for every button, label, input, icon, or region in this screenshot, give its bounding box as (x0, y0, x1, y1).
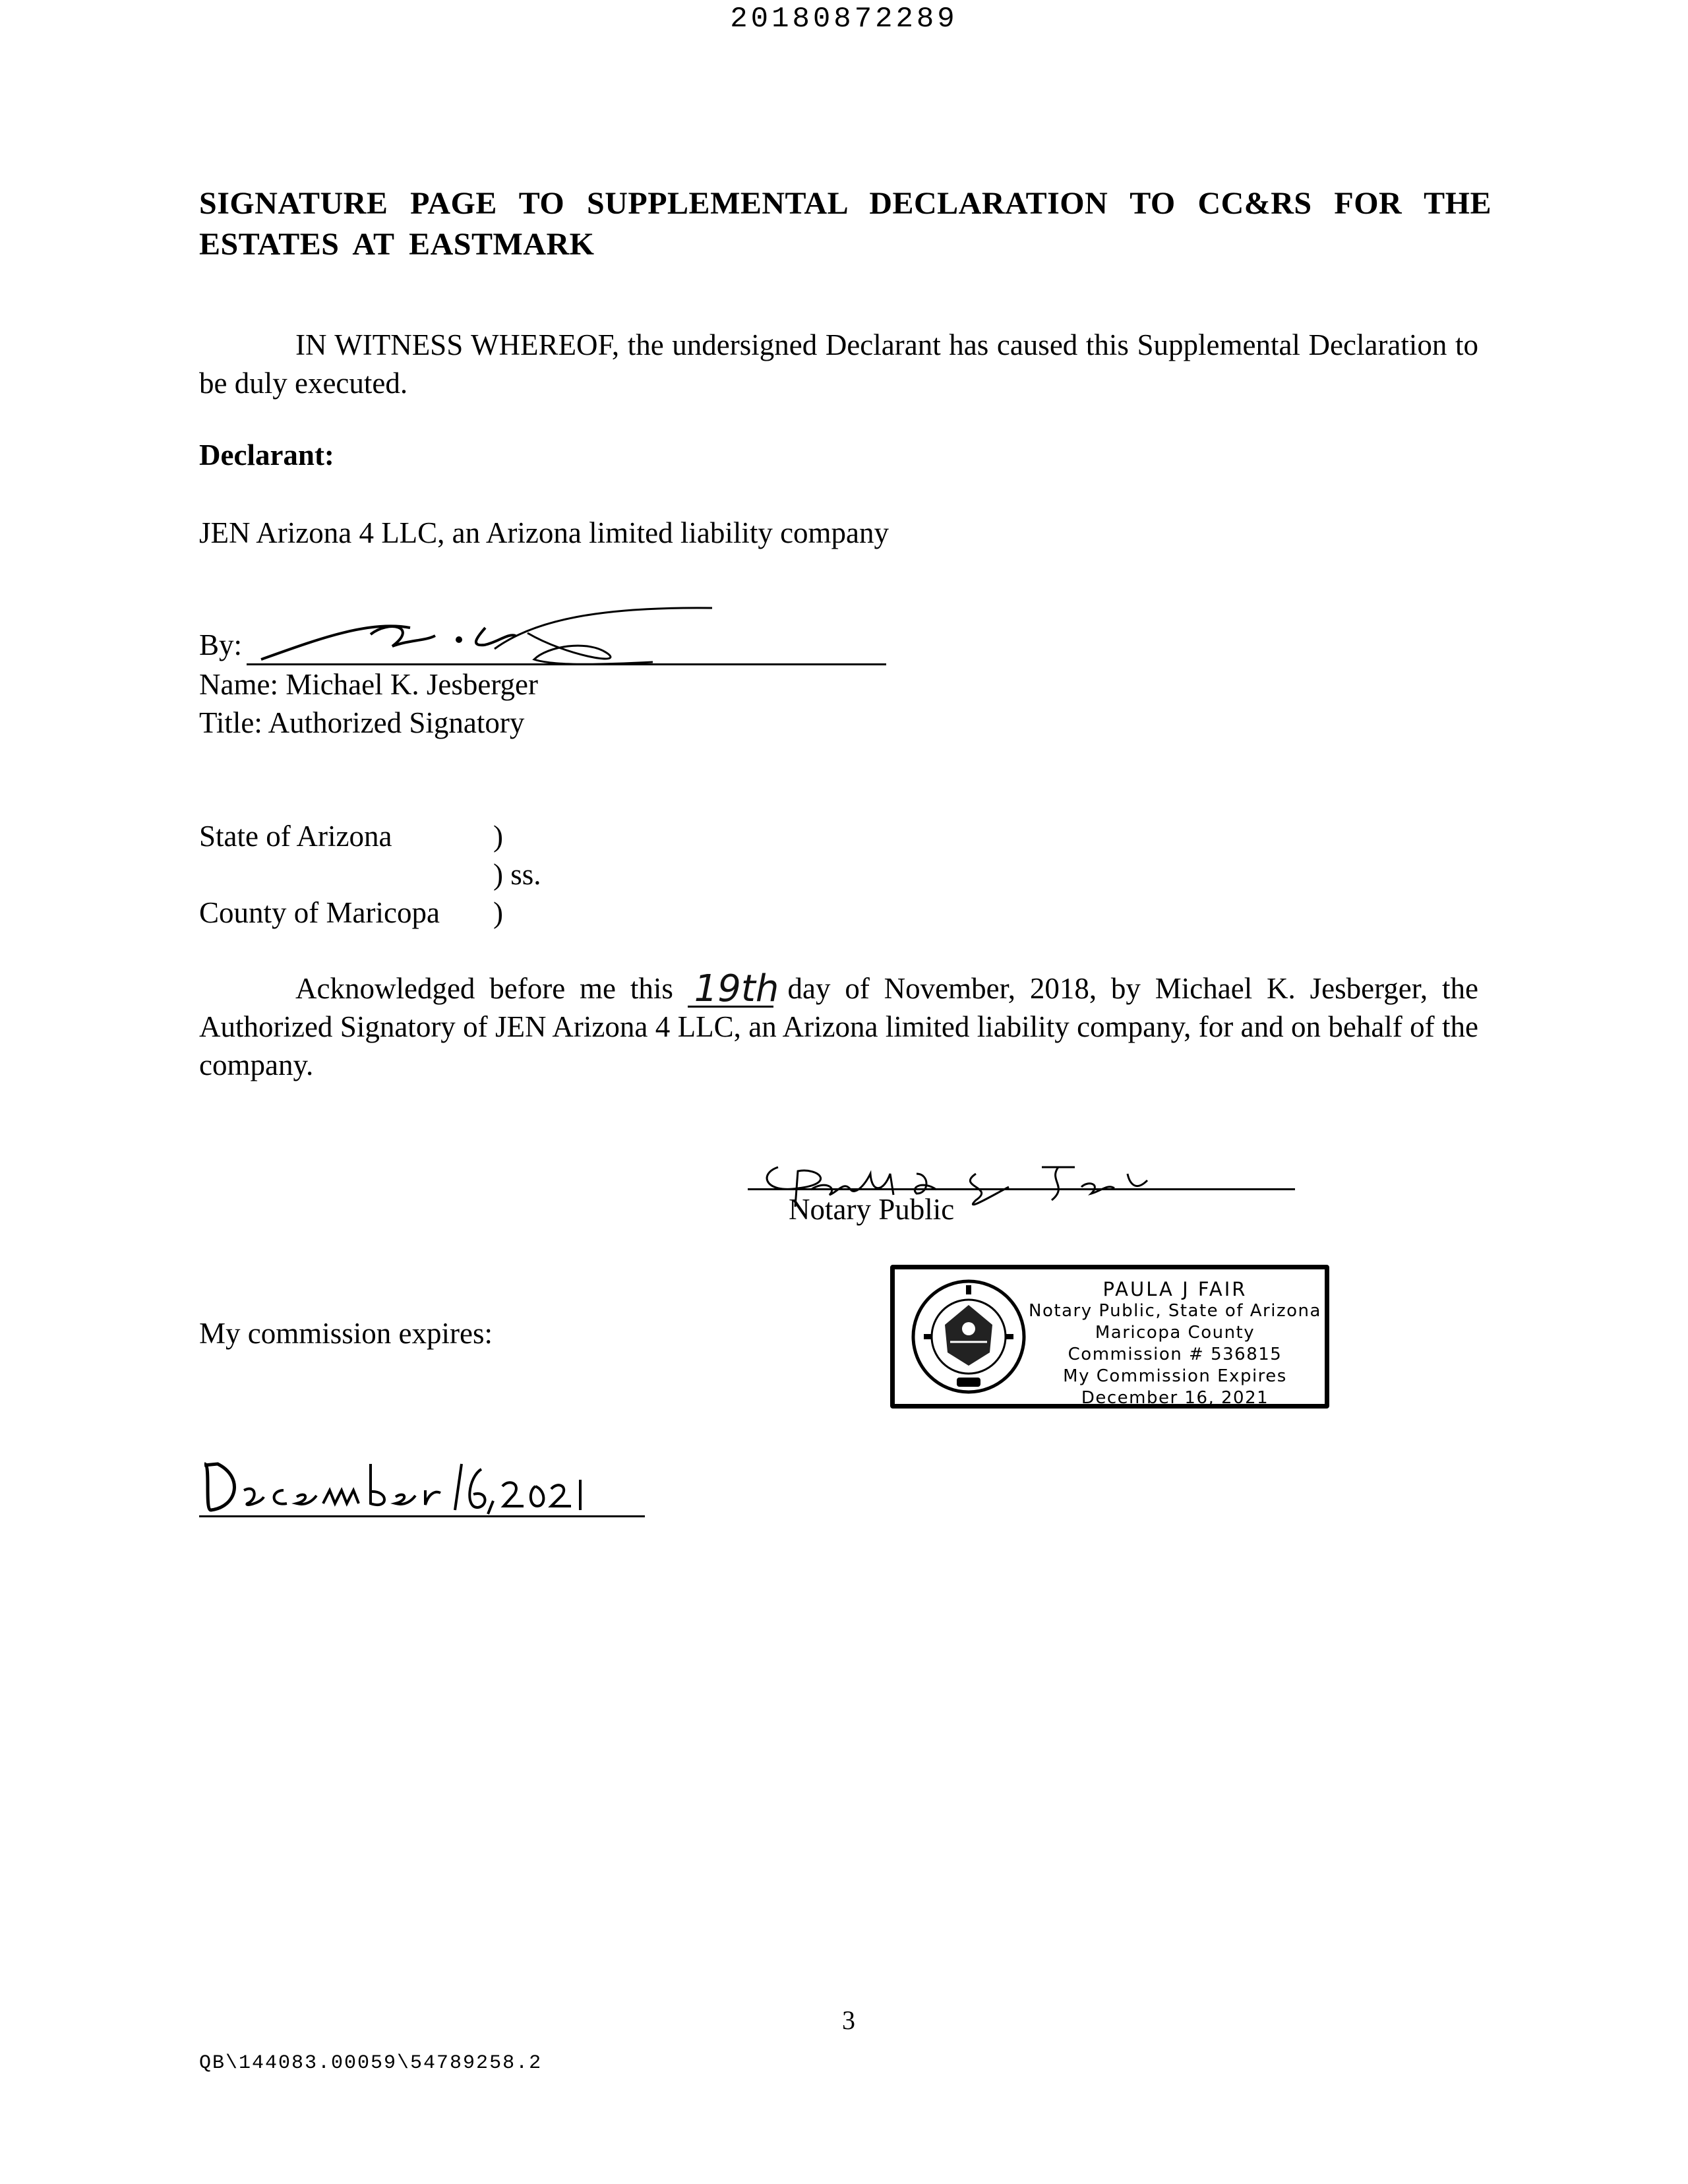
day-blank (688, 967, 779, 1010)
acknowledgment-paragraph (199, 969, 1478, 1084)
handwritten-expiry-date (198, 1438, 593, 1523)
handwritten-day: 19th (694, 967, 779, 1010)
notary-public-label: Notary Public (789, 1193, 955, 1226)
witness-paragraph-text: IN WITNESS WHEREOF, the undersigned Declarant has caused this Supplemental Declaration to be duly executed. (199, 328, 1478, 400)
state-seal-icon (911, 1279, 1027, 1395)
commission-label: My commission expires: (199, 1317, 493, 1350)
venue-county: County of Maricopa (199, 896, 440, 929)
stamp-line-expires: My Commission Expires (1063, 1366, 1287, 1386)
stamp-text (1020, 1279, 1330, 1409)
document-id: QB\144083.00059\54789258.2 (199, 2052, 543, 2075)
ack-text-before: Acknowledged before me this (295, 972, 688, 1005)
signer-title: Title: Authorized Signatory (199, 706, 525, 739)
page-title: SIGNATURE PAGE TO SUPPLEMENTAL DECLARATION TO CC&RS FOR THE ESTATES AT EASTMARK (199, 186, 1492, 262)
venue-paren: ) (493, 896, 503, 929)
stamp-line-commission: Commission # 536815 (1068, 1345, 1282, 1364)
page-number: 3 (842, 2005, 855, 2035)
expiry-date-line (199, 1515, 645, 1517)
venue-state: State of Arizona (199, 820, 392, 853)
venue-paren: ) (493, 820, 503, 853)
notary-stamp (890, 1265, 1329, 1409)
venue-ss: ) ss. (493, 858, 541, 891)
ack-text-after: day of November, 2018, by Michael K. Jesberger, the Authorized Signatory of JEN Arizona 4 LLC, an Arizona limited liability company, for and on behalf of the company. (199, 972, 1478, 1081)
declarant-heading: Declarant: (199, 439, 334, 471)
stamp-line-date: December 16, 2021 (1081, 1388, 1269, 1408)
recording-number: 20180872289 (730, 3, 958, 36)
signer-name: Name: Michael K. Jesberger (199, 668, 538, 701)
notary-signature-line (748, 1188, 1295, 1190)
by-label: By: (199, 628, 243, 661)
stamp-line-county: Maricopa County (1095, 1323, 1255, 1343)
declarant-company: JEN Arizona 4 LLC, an Arizona limited liability company (199, 516, 889, 549)
stamp-line-state: Notary Public, State of Arizona (1029, 1301, 1321, 1321)
witness-paragraph (199, 326, 1478, 402)
stamp-notary-name: PAULA J FAIR (1102, 1278, 1248, 1300)
